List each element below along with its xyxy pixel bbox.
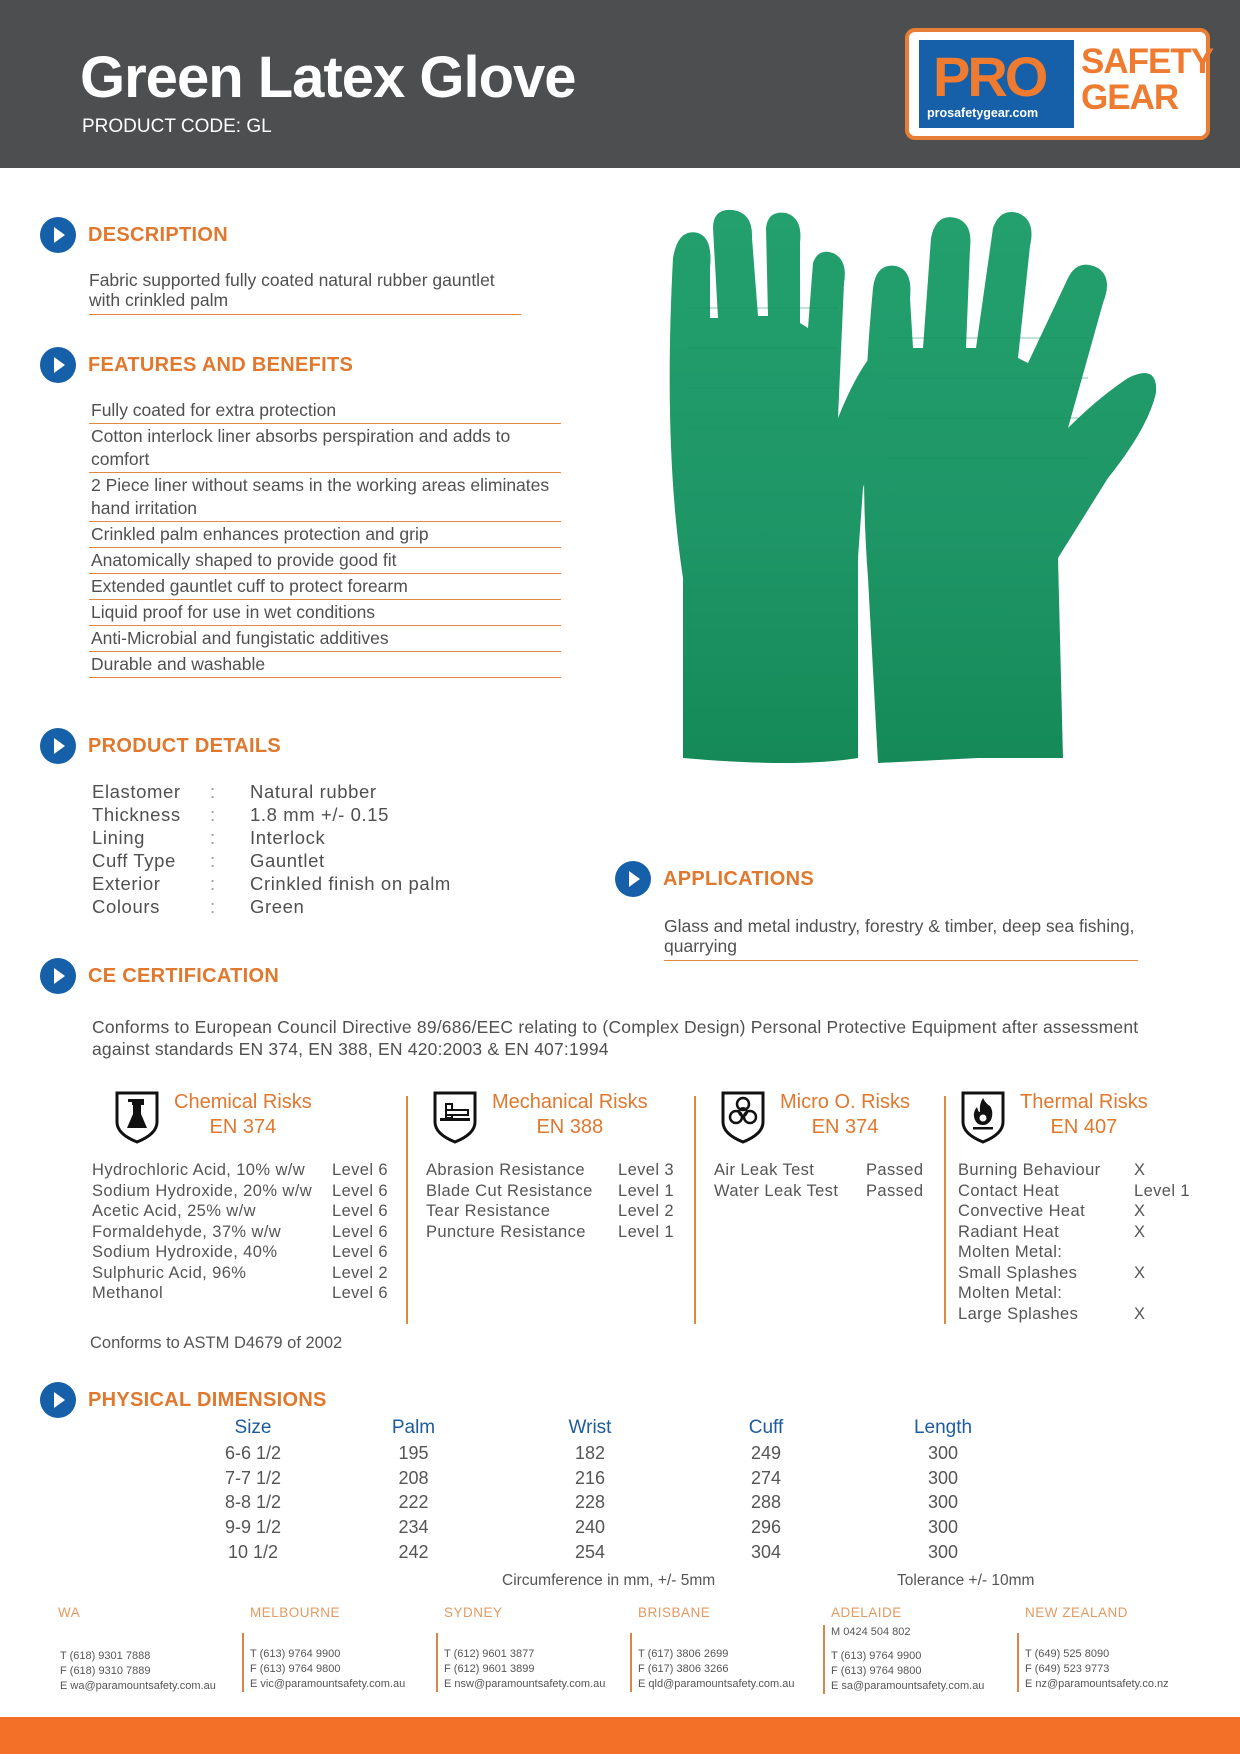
risk-value: Level 6 <box>332 1202 389 1220</box>
page-title: Green Latex Glove <box>80 45 576 110</box>
risk-value: X <box>1134 1263 1146 1282</box>
risk-divider <box>406 1096 408 1324</box>
risk-value: Level 6 <box>332 1243 389 1261</box>
risk-value: Level 2 <box>332 1263 389 1282</box>
office-wa <box>58 1605 248 1694</box>
risk-label: Sulphuric Acid, 96% <box>92 1263 247 1282</box>
risk-label: Molten Metal: <box>958 1284 1063 1302</box>
flame-shield-icon <box>960 1090 1006 1144</box>
feature-item: Durable and washable <box>89 652 561 678</box>
tolerance-note: Tolerance +/- 10mm <box>897 1572 1035 1589</box>
detail-key: Thickness <box>92 804 181 825</box>
section-title: PRODUCT DETAILS <box>88 734 282 757</box>
office-phone: T (617) 3806 2699 <box>638 1648 729 1660</box>
table-cell: 195 <box>398 1442 429 1463</box>
risk-row <box>426 1222 686 1243</box>
office-new-zealand <box>1017 1605 1207 1692</box>
risk-value: X <box>1134 1161 1146 1179</box>
risk-label: Abrasion Resistance <box>426 1161 585 1179</box>
office-phone: T (613) 9764 9900 <box>831 1650 922 1662</box>
office-fax: F (649) 523 9773 <box>1025 1663 1110 1675</box>
office-contacts <box>58 1649 248 1694</box>
detail-row <box>92 826 451 849</box>
table-row <box>180 1441 1033 1466</box>
detail-separator: : <box>210 827 216 848</box>
detail-row <box>92 895 451 918</box>
risk-title <box>492 1090 648 1140</box>
section-features-heading <box>40 347 353 383</box>
detail-separator: : <box>210 804 216 825</box>
product-details-table <box>92 780 451 918</box>
logo-pro-text: PRO <box>933 45 1046 108</box>
risk-label: Tear Resistance <box>426 1202 551 1220</box>
applications-text: Glass and metal industry, forestry & timber, deep sea fishing, quarrying <box>664 916 1138 961</box>
office-name: NEW ZEALAND <box>1025 1605 1129 1620</box>
circumference-note: Circumference in mm, +/- 5mm <box>502 1572 716 1589</box>
features-list <box>89 398 561 678</box>
table-cell: 10 1/2 <box>227 1541 279 1562</box>
risk-standard: EN 374 <box>811 1116 879 1138</box>
risk-value: Passed <box>866 1181 924 1200</box>
table-cell: 8-8 1/2 <box>224 1492 282 1513</box>
detail-separator: : <box>210 781 216 802</box>
ce-text: Conforms to European Council Directive 89/686/EEC relating to (Complex Design) Personal Protective Equipment after assessment against standards EN 374, EN 388, EN 420:2003 & EN 407:1994 <box>92 1017 1139 1059</box>
risk-value: X <box>1134 1222 1146 1241</box>
detail-row <box>92 849 451 872</box>
column-header: Wrist <box>568 1417 612 1438</box>
risk-label: Acetic Acid, 25% w/w <box>92 1202 256 1220</box>
section-title: PHYSICAL DIMENSIONS <box>88 1388 327 1411</box>
office-name: ADELAIDE <box>831 1605 902 1620</box>
column-header: Cuff <box>748 1417 784 1438</box>
risk-label: Burning Behaviour <box>958 1161 1101 1179</box>
office-fax: F (618) 9310 7889 <box>60 1665 151 1677</box>
office-phone: T (612) 9601 3877 <box>444 1648 535 1660</box>
risk-label: Air Leak Test <box>714 1161 815 1179</box>
table-row <box>180 1540 1033 1565</box>
risk-label: Water Leak Test <box>714 1181 839 1200</box>
office-name: BRISBANE <box>638 1605 711 1620</box>
risk-title-label: Chemical Risks <box>174 1091 312 1113</box>
risk-value: Level 3 <box>618 1161 675 1179</box>
risk-label: Contact Heat <box>958 1181 1060 1200</box>
dimensions-header-row <box>180 1416 1033 1441</box>
office-name: SYDNEY <box>444 1605 503 1620</box>
detail-separator: : <box>210 896 216 917</box>
column-header: Palm <box>391 1417 436 1438</box>
risk-rows <box>714 1160 944 1201</box>
risk-label: Puncture Resistance <box>426 1222 586 1241</box>
risk-value: X <box>1134 1304 1146 1323</box>
office-email: E wa@paramountsafety.com.au <box>60 1680 216 1692</box>
office-contacts <box>242 1633 432 1692</box>
chemical-flask-shield-icon <box>114 1090 160 1144</box>
section-title: DESCRIPTION <box>88 223 228 246</box>
risk-label: Small Splashes <box>958 1263 1078 1282</box>
table-row <box>180 1466 1033 1491</box>
risk-row <box>958 1181 1198 1202</box>
table-cell: 304 <box>750 1541 782 1562</box>
detail-key: Exterior <box>92 873 161 894</box>
table-cell: 222 <box>398 1492 429 1513</box>
risk-value: Level 6 <box>332 1284 389 1302</box>
office-name: WA <box>58 1605 81 1620</box>
section-applications-heading <box>615 861 814 897</box>
risk-value: Level 6 <box>332 1161 389 1179</box>
risk-rows <box>426 1160 686 1242</box>
office-fax: F (613) 9764 9800 <box>250 1663 341 1675</box>
office-brisbane <box>630 1605 820 1692</box>
risk-standard: EN 374 <box>209 1116 277 1138</box>
detail-key: Cuff Type <box>92 850 176 871</box>
logo-word-safety: SAFETY <box>1081 42 1214 81</box>
risk-row <box>92 1201 392 1222</box>
risk-row <box>958 1263 1198 1284</box>
section-title: CE CERTIFICATION <box>88 964 280 987</box>
table-cell: 300 <box>927 1442 959 1463</box>
risk-row <box>426 1181 686 1202</box>
detail-row <box>92 872 451 895</box>
product-code: PRODUCT CODE: GL <box>82 116 272 137</box>
office-email: E qld@paramountsafety.com.au <box>638 1678 795 1690</box>
chevron-right-circle-icon <box>40 728 76 764</box>
risk-value: Level 2 <box>618 1202 675 1220</box>
risk-value: X <box>1134 1202 1146 1220</box>
risk-standard: EN 407 <box>1050 1116 1118 1138</box>
risk-row <box>714 1181 944 1202</box>
table-cell: 300 <box>927 1467 959 1488</box>
table-cell: 274 <box>750 1467 782 1488</box>
office-email: E vic@paramountsafety.com.au <box>250 1678 406 1690</box>
risk-row <box>92 1283 392 1304</box>
chevron-right-circle-icon <box>40 1382 76 1418</box>
table-cell: 7-7 1/2 <box>224 1467 282 1488</box>
table-cell: 249 <box>750 1442 782 1463</box>
logo-url: prosafetygear.com <box>927 106 1039 120</box>
office-contacts <box>630 1633 820 1692</box>
dimensions-table <box>180 1416 1033 1565</box>
chevron-right-circle-icon <box>40 217 76 253</box>
office-contacts <box>436 1633 626 1692</box>
detail-value: Green <box>250 896 305 917</box>
office-contacts <box>1017 1633 1207 1692</box>
table-cell: 242 <box>398 1541 429 1562</box>
logo-blue-panel <box>919 40 1074 128</box>
page-header <box>0 0 1240 168</box>
table-cell: 240 <box>574 1517 606 1538</box>
office-contacts <box>823 1625 1013 1694</box>
risk-label: Large Splashes <box>958 1304 1079 1323</box>
risk-rows <box>92 1160 392 1304</box>
detail-value: Crinkled finish on palm <box>250 873 451 894</box>
risk-value: Level 6 <box>332 1181 389 1200</box>
feature-item: Fully coated for extra protection <box>89 398 561 424</box>
table-cell: 9-9 1/2 <box>224 1517 282 1538</box>
table-cell: 288 <box>750 1492 782 1513</box>
description-text: Fabric supported fully coated natural rubber gauntlet with crinkled palm <box>89 270 521 315</box>
detail-key: Elastomer <box>92 781 181 802</box>
feature-item: Anti-Microbial and fungistatic additives <box>89 626 561 652</box>
office-email: E sa@paramountsafety.com.au <box>831 1680 985 1692</box>
detail-value: Gauntlet <box>250 850 325 871</box>
detail-value: 1.8 mm +/- 0.15 <box>250 804 390 825</box>
astm-note: Conforms to ASTM D4679 of 2002 <box>90 1334 343 1352</box>
risk-row <box>714 1160 944 1181</box>
risk-row <box>958 1201 1198 1222</box>
hammer-shield-icon <box>432 1090 478 1144</box>
chevron-right-circle-icon <box>615 861 651 897</box>
table-cell: 208 <box>398 1467 429 1488</box>
risk-title-label: Mechanical Risks <box>492 1091 648 1113</box>
feature-item: Liquid proof for use in wet conditions <box>89 600 561 626</box>
risk-row <box>958 1304 1198 1325</box>
office-mobile: M 0424 504 802 <box>831 1626 911 1638</box>
risk-title-label: Thermal Risks <box>1020 1091 1148 1113</box>
risk-rows <box>958 1160 1198 1324</box>
feature-item: Cotton interlock liner absorbs perspiration and adds to comfort <box>89 424 561 473</box>
micro-organism-risks-block <box>714 1090 944 1201</box>
table-row <box>180 1515 1033 1540</box>
risk-title <box>780 1090 910 1140</box>
table-cell: 216 <box>574 1467 606 1488</box>
detail-row <box>92 780 451 803</box>
risk-value: Level 6 <box>332 1222 389 1241</box>
risk-divider <box>694 1096 696 1324</box>
risk-row <box>426 1160 686 1181</box>
table-cell: 300 <box>927 1517 959 1538</box>
feature-item: 2 Piece liner without seams in the working areas eliminates hand irritation <box>89 473 561 522</box>
office-fax: F (612) 9601 3899 <box>444 1663 535 1675</box>
office-sydney <box>436 1605 626 1692</box>
risk-row <box>958 1160 1198 1181</box>
office-phone: T (613) 9764 9900 <box>250 1648 341 1660</box>
office-adelaide <box>823 1605 1013 1694</box>
feature-item: Extended gauntlet cuff to protect forearm <box>89 574 561 600</box>
table-row <box>180 1490 1033 1515</box>
section-title: APPLICATIONS <box>663 867 815 890</box>
table-cell: 234 <box>398 1517 429 1538</box>
table-cell: 254 <box>574 1541 606 1562</box>
risk-row <box>958 1242 1198 1263</box>
risk-row <box>92 1181 392 1202</box>
risk-row <box>958 1283 1198 1304</box>
risk-title <box>1020 1090 1148 1140</box>
office-email: E nsw@paramountsafety.com.au <box>444 1678 606 1690</box>
office-phone: T (649) 525 8090 <box>1025 1648 1110 1660</box>
office-email: E nz@paramountsafety.co.nz <box>1025 1678 1169 1690</box>
risk-label: Sodium Hydroxide, 40% <box>92 1243 278 1261</box>
detail-key: Lining <box>92 827 145 848</box>
mechanical-risks-block <box>426 1090 686 1242</box>
table-cell: 300 <box>927 1492 959 1513</box>
column-header: Size <box>234 1417 272 1438</box>
table-cell: 296 <box>750 1517 782 1538</box>
risk-row <box>92 1222 392 1243</box>
chemical-risks-block <box>92 1090 392 1304</box>
detail-separator: : <box>210 873 216 894</box>
detail-separator: : <box>210 850 216 871</box>
risk-label: Molten Metal: <box>958 1243 1063 1261</box>
office-fax: F (617) 3806 3266 <box>638 1663 729 1675</box>
thermal-risks-block <box>958 1090 1198 1324</box>
footer-orange-bar <box>0 1717 1240 1754</box>
risk-value: Level 1 <box>618 1181 675 1200</box>
pro-safety-gear-logo <box>905 28 1214 140</box>
table-cell: 300 <box>927 1541 959 1562</box>
risk-label: Formaldehyde, 37% w/w <box>92 1222 282 1241</box>
risk-title <box>174 1090 312 1140</box>
feature-item: Crinkled palm enhances protection and grip <box>89 522 561 548</box>
risk-label: Blade Cut Resistance <box>426 1181 593 1200</box>
office-phone: T (618) 9301 7888 <box>60 1650 151 1662</box>
risk-row <box>426 1201 686 1222</box>
section-dimensions-heading <box>40 1382 327 1418</box>
section-product-details-heading <box>40 728 281 764</box>
detail-value: Interlock <box>250 827 326 848</box>
risk-label: Convective Heat <box>958 1202 1086 1220</box>
section-title: FEATURES AND BENEFITS <box>88 353 354 376</box>
risk-label: Hydrochloric Acid, 10% w/w <box>92 1161 306 1179</box>
green-glove-product-image <box>648 198 1200 848</box>
risk-value: Passed <box>866 1161 924 1179</box>
table-cell: 182 <box>574 1442 606 1463</box>
risk-value: Level 1 <box>1134 1181 1191 1200</box>
section-ce-heading <box>40 958 279 994</box>
risk-row <box>958 1222 1198 1243</box>
office-name: MELBOURNE <box>250 1605 341 1620</box>
biohazard-shield-icon <box>720 1090 766 1144</box>
risk-standard: EN 388 <box>536 1116 604 1138</box>
risk-title-label: Micro O. Risks <box>780 1091 910 1113</box>
logo-word-gear: GEAR <box>1081 78 1179 117</box>
risk-row <box>92 1160 392 1181</box>
risk-label: Radiant Heat <box>958 1222 1060 1241</box>
detail-key: Colours <box>92 896 160 917</box>
chevron-right-circle-icon <box>40 958 76 994</box>
chevron-right-circle-icon <box>40 347 76 383</box>
office-fax: F (613) 9764 9800 <box>831 1665 922 1677</box>
risk-value: Level 1 <box>618 1222 675 1241</box>
risk-row <box>92 1263 392 1284</box>
section-description-heading <box>40 217 228 253</box>
table-cell: 228 <box>574 1492 606 1513</box>
detail-value: Natural rubber <box>250 781 377 802</box>
column-header: Length <box>913 1417 973 1438</box>
feature-item: Anatomically shaped to provide good fit <box>89 548 561 574</box>
office-melbourne <box>242 1605 432 1692</box>
risk-label: Methanol <box>92 1284 164 1302</box>
risk-row <box>92 1242 392 1263</box>
table-cell: 6-6 1/2 <box>224 1442 282 1463</box>
risk-label: Sodium Hydroxide, 20% w/w <box>92 1181 313 1200</box>
risk-divider <box>944 1096 946 1324</box>
detail-row <box>92 803 451 826</box>
